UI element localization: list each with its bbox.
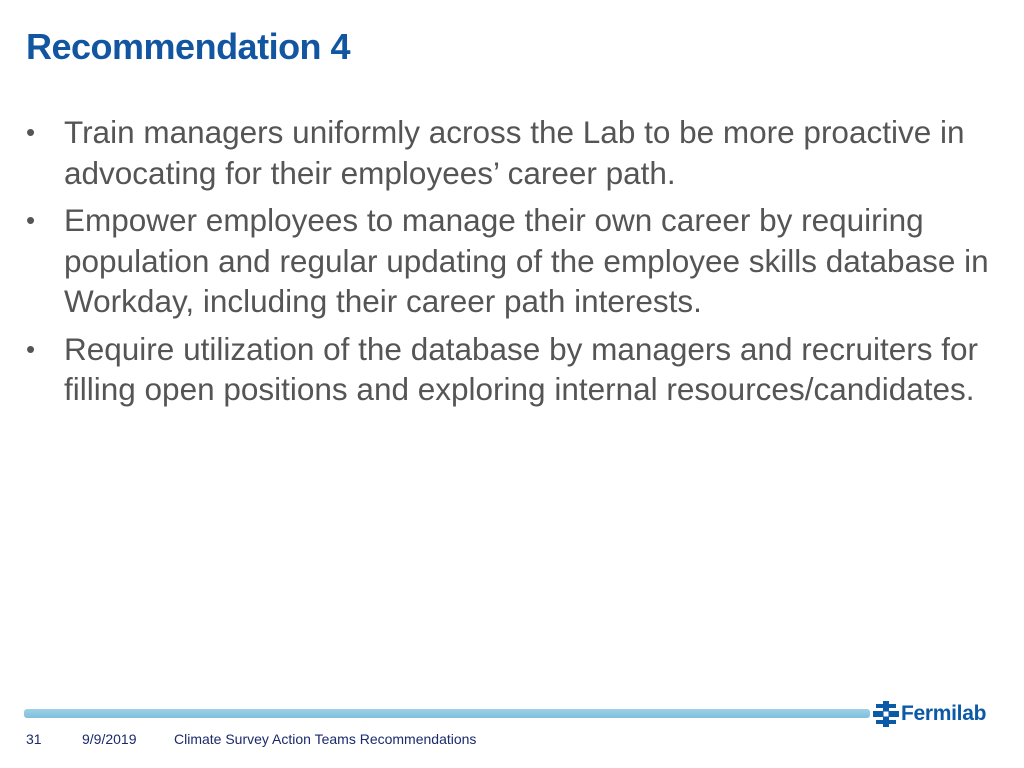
bullet-item — [26, 329, 1001, 410]
fermilab-logo-icon — [873, 701, 899, 727]
slide-title: Recommendation 4 — [26, 26, 351, 67]
bullet-text: Train managers uniformly across the Lab to be more proactive in advocating for their employees’ career path. — [64, 114, 965, 191]
footer-divider-bar — [24, 709, 870, 718]
bullet-marker: • — [26, 117, 36, 147]
fermilab-logo — [873, 700, 986, 728]
bullet-list — [26, 112, 1001, 417]
footer-label: Climate Survey Action Teams Recommendations — [174, 731, 477, 747]
logo-text: Fermilab — [901, 702, 987, 725]
bullet-marker: • — [26, 333, 36, 364]
bullet-item — [26, 112, 1001, 193]
slide-number: 31 — [26, 731, 42, 747]
bullet-item — [26, 200, 1001, 322]
bullet-text: Require utilization of the database by managers and recruiters for filling open positions and exploring internal resources/candidates. — [64, 330, 979, 407]
footer-date: 9/9/2019 — [82, 731, 137, 747]
bullet-text: Empower employees to manage their own career by requiring population and regular updating of the employee skills database in Workday, including their career path interests. — [64, 202, 989, 319]
bullet-marker: • — [26, 205, 36, 235]
